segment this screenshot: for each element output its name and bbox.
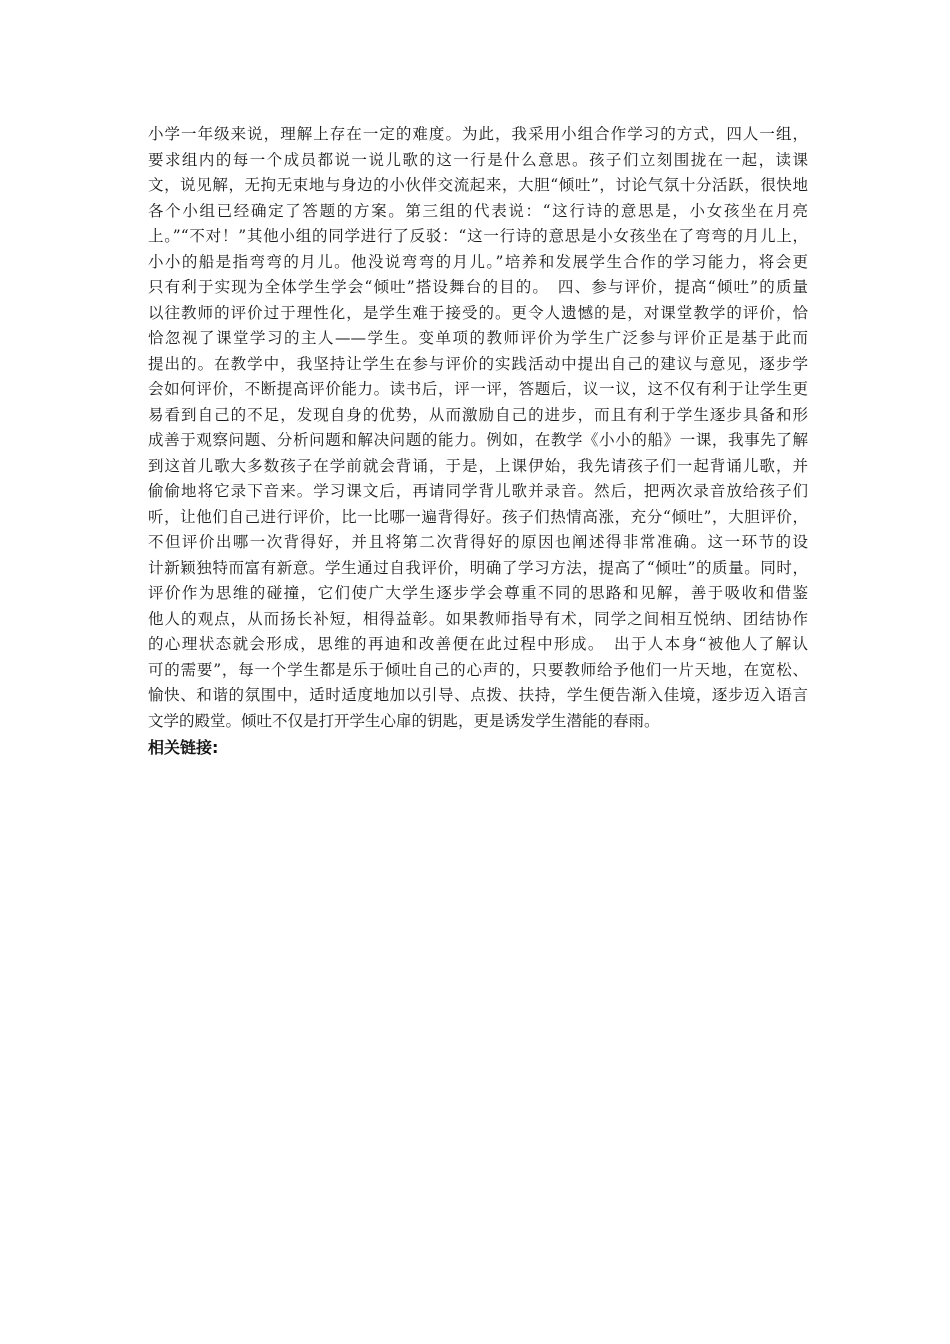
text-line: 提出的。在教学中，我坚持让学生在参与评价的实践活动中提出自己的建议与意见，逐步学 bbox=[148, 354, 808, 373]
text-line: 偷偷地将它录下音来。学习课文后，再请同学背儿歌并录音。然后，把两次录音放给孩子们 bbox=[148, 482, 808, 500]
text-line: 听，让他们自己进行评价，比一比哪一遍背得好。孩子们热情高涨，充分“倾吐”，大胆评价， bbox=[148, 507, 808, 526]
article-body bbox=[148, 122, 808, 734]
text-line: 只有利于实现为全体学生学会“倾吐”搭设舞台的目的。 四、参与评价，提高“倾吐”的质量 bbox=[148, 278, 808, 296]
text-line: 到这首儿歌大多数孩子在学前就会背诵，于是，上课伊始，我先请孩子们一起背诵儿歌，并 bbox=[148, 456, 808, 475]
text-line: 会如何评价，不断提高评价能力。读书后，评一评，答题后，议一议，这不仅有利于让学生更 bbox=[148, 380, 808, 398]
text-line: 各个小组已经确定了答题的方案。第三组的代表说：“这行诗的意思是，小女孩坐在月亮 bbox=[148, 201, 808, 220]
text-line: 小小的船是指弯弯的月儿。他没说弯弯的月儿。”培养和发展学生合作的学习能力，将会更 bbox=[148, 252, 808, 271]
text-line: 易看到自己的不足，发现自身的优势，从而激励自己的进步，而且有利于学生逐步具备和形 bbox=[148, 405, 808, 424]
related-links-heading: 相关链接: bbox=[148, 738, 219, 757]
text-line: 他人的观点，从而扬长补短，相得益彰。如果教师指导有术，同学之间相互悦纳、团结协作 bbox=[148, 609, 808, 628]
text-line: 小学一年级来说，理解上存在一定的难度。为此，我采用小组合作学习的方式，四人一组， bbox=[148, 125, 808, 143]
text-line: 要求组内的每一个成员都说一说儿歌的这一行是什么意思。孩子们立刻围拢在一起，读课 bbox=[148, 150, 808, 169]
text-line: 恰忽视了课堂学习的主人——学生。变单项的教师评价为学生广泛参与评价正是基于此而 bbox=[148, 329, 808, 347]
text-line: 文学的殿堂。倾吐不仅是打开学生心扉的钥匙，更是诱发学生潜能的春雨。 bbox=[148, 711, 660, 730]
text-line: 计新颖独特而富有新意。学生通过自我评价，明确了学习方法，提高了“倾吐”的质量。同时， bbox=[148, 558, 808, 577]
text-line: 文，说见解，无拘无束地与身边的小伙伴交流起来，大胆“倾吐”，讨论气氛十分活跃，很快地 bbox=[148, 176, 808, 194]
text-line: 不但评价出哪一次背得好，并且将第二次背得好的原因也阐述得非常准确。这一环节的设 bbox=[148, 533, 808, 551]
text-line: 评价作为思维的碰撞，它们使广大学生逐步学会尊重不同的思路和见解，善于吸收和借鉴 bbox=[148, 584, 808, 602]
text-line: 以往教师的评价过于理性化，是学生难于接受的。更令人遗憾的是，对课堂教学的评价，恰 bbox=[148, 303, 808, 322]
text-line: 的心理状态就会形成，思维的再迪和改善便在此过程中形成。 出于人本身“被他人了解认 bbox=[148, 635, 808, 653]
document-page bbox=[148, 122, 808, 760]
text-line: 愉快、和谐的氛围中，适时适度地加以引导、点拨、扶持，学生便告渐入佳境，逐步迈入语言 bbox=[148, 686, 808, 704]
text-line: 上。”“不对！”其他小组的同学进行了反驳：“这一行诗的意思是小女孩坐在了弯弯的月儿上， bbox=[148, 227, 808, 245]
text-line: 成善于观察问题、分析问题和解决问题的能力。例如，在教学《小小的船》一课，我事先了解 bbox=[148, 431, 808, 449]
text-line: 可的需要”，每一个学生都是乐于倾吐自己的心声的，只要教师给予他们一片天地，在宽松、 bbox=[148, 660, 808, 679]
